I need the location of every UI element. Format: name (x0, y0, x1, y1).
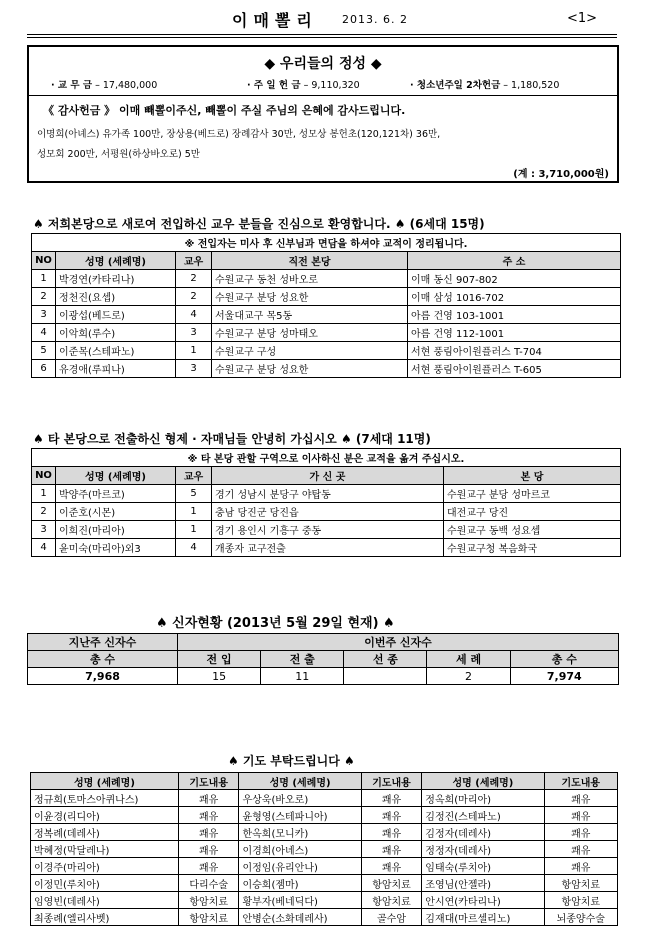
offering-item-2: · 주 일 헌 금 – 9,110,320 (247, 80, 360, 91)
table-row (32, 521, 621, 539)
prayer-table (30, 772, 618, 926)
cell: 유경애(루피나) (56, 360, 176, 378)
cell: 1 (176, 342, 212, 360)
thanks-heading: 《 감사헌금 》 이매 빼뽈이주신, 빼뽈이 주실 주님의 은혜에 감사드립니다. (43, 104, 406, 117)
prayer-name: 이정민(루치아) (31, 875, 179, 892)
farewell-table (31, 448, 621, 557)
prayer-name: 이윤경(리디아) (31, 807, 179, 824)
sub-header: 선 종 (344, 651, 427, 668)
bulletin-date: 2013. 6. 2 (342, 13, 408, 26)
cell: 3 (176, 324, 212, 342)
sub-header: 세 례 (427, 651, 510, 668)
offering-box (27, 45, 619, 183)
cell: 4 (32, 324, 56, 342)
prayer-intention: 항암치료 (544, 875, 617, 892)
cell: 이준목(스테파노) (56, 342, 176, 360)
cell: 2 (176, 288, 212, 306)
cell: 2 (32, 503, 56, 521)
prayer-name: 김정진(스테파노) (422, 807, 544, 824)
col-header: 교우 (176, 467, 212, 485)
cell: 이희진(마리아) (56, 521, 176, 539)
status-value: 7,974 (510, 668, 618, 685)
col-header: 기도내용 (544, 773, 617, 790)
table-row (32, 485, 621, 503)
cell: 5 (176, 485, 212, 503)
last-week-label: 지난주 신자수 (28, 634, 178, 651)
offering-items (29, 77, 617, 93)
table-row (31, 790, 618, 807)
offering-item-3: · 청소년주일 2차헌금 – 1,180,520 (410, 80, 560, 91)
cell: 충남 당진군 당진읍 (212, 503, 444, 521)
offering-divider (29, 95, 617, 96)
cell: 박경연(카타리나) (56, 270, 176, 288)
status-title: ♠ 신자현황 (2013년 5월 29일 현재) ♠ (156, 616, 395, 631)
prayer-name: 이경주(마리아) (31, 858, 179, 875)
cell: 대전교구 당진 (444, 503, 621, 521)
table-row (31, 892, 618, 909)
col-header: 기도내용 (361, 773, 422, 790)
sub-header: 전 출 (261, 651, 344, 668)
col-header: NO (32, 252, 56, 270)
cell: 아름 건영 103-1001 (408, 306, 621, 324)
prayer-intention: 쾌유 (544, 807, 617, 824)
cell: 1 (32, 485, 56, 503)
prayer-intention: 쾌유 (361, 858, 422, 875)
prayer-name: 최종례(엘리사벳) (31, 909, 179, 926)
cell: 수원교구 동백 성요셉 (444, 521, 621, 539)
prayer-name: 김재대(마르셀리노) (422, 909, 544, 926)
cell: 4 (32, 539, 56, 557)
cell: 개종자 교구전출 (212, 539, 444, 557)
cell: 수원교구 분당 성마태오 (212, 324, 408, 342)
cell: 경기 성남시 분당구 야탑동 (212, 485, 444, 503)
cell: 경기 용인시 기흥구 중동 (212, 521, 444, 539)
prayer-name: 정옥희(마리아) (422, 790, 544, 807)
cell: 수원교구 분당 성마르코 (444, 485, 621, 503)
page-number: <1> (567, 11, 598, 26)
col-header: 주 소 (408, 252, 621, 270)
prayer-intention: 쾌유 (544, 841, 617, 858)
prayer-name: 김정자(데레사) (422, 824, 544, 841)
prayer-intention: 쾌유 (544, 824, 617, 841)
cell: 수원교구청 복음화국 (444, 539, 621, 557)
table-row (31, 841, 618, 858)
prayer-intention: 쾌유 (178, 790, 239, 807)
last-total-label: 총 수 (28, 651, 178, 668)
col-header: 본 당 (444, 467, 621, 485)
status-value: 15 (178, 668, 261, 685)
prayer-name: 황부자(베네딕다) (239, 892, 361, 909)
cell: 수원교구 구성 (212, 342, 408, 360)
welcome-table (31, 233, 621, 378)
prayer-name: 이승희(젬마) (239, 875, 361, 892)
table-row (31, 875, 618, 892)
prayer-intention: 쾌유 (178, 841, 239, 858)
welcome-title: ♠ 저희본당으로 새로여 전입하신 교우 분들을 진심으로 환영합니다. ♠ (6세대 15명) (33, 217, 485, 231)
prayer-name: 정규희(토마스아퀴나스) (31, 790, 179, 807)
cell: 1 (176, 503, 212, 521)
offering-item-1: · 교 무 금 – 17,480,000 (51, 80, 158, 91)
cell: 5 (32, 342, 56, 360)
status-value: 2 (427, 668, 510, 685)
status-table (27, 633, 619, 685)
prayer-intention: 쾌유 (361, 841, 422, 858)
col-header: 성명 (세례명) (422, 773, 544, 790)
table-row (32, 306, 621, 324)
cell: 수원교구 동천 성바오로 (212, 270, 408, 288)
prayer-intention: 항암치료 (361, 892, 422, 909)
last-total-value: 7,968 (28, 668, 178, 685)
cell: 이악희(루수) (56, 324, 176, 342)
prayer-name: 우상욱(바오로) (239, 790, 361, 807)
status-value: 11 (261, 668, 344, 685)
prayer-name: 안병순(소화데레사) (239, 909, 361, 926)
table-row (32, 288, 621, 306)
offering-title: ◆ 우리들의 정성 ◆ (264, 56, 382, 72)
prayer-intention: 골수암 (361, 909, 422, 926)
cell: 박양주(마르코) (56, 485, 176, 503)
cell: 수원교구 분당 성요한 (212, 360, 408, 378)
prayer-intention: 쾌유 (178, 807, 239, 824)
prayer-title: ♠ 기도 부탁드립니다 ♠ (228, 754, 355, 768)
prayer-intention: 쾌유 (361, 807, 422, 824)
cell: 정천진(요셉) (56, 288, 176, 306)
col-header: 기도내용 (178, 773, 239, 790)
cell: 수원교구 분당 성요한 (212, 288, 408, 306)
cell: 2 (176, 270, 212, 288)
prayer-intention: 쾌유 (178, 824, 239, 841)
col-header: 성명 (세례명) (56, 467, 176, 485)
prayer-intention: 다리수술 (178, 875, 239, 892)
prayer-name: 정복례(데레사) (31, 824, 179, 841)
prayer-name: 한옥희(모니카) (239, 824, 361, 841)
cell: 서울대교구 목5동 (212, 306, 408, 324)
cell: 4 (176, 306, 212, 324)
prayer-name: 안시연(카타리나) (422, 892, 544, 909)
table-row (32, 503, 621, 521)
table-row (32, 270, 621, 288)
thanks-total: (계 : 3,710,000원) (513, 169, 609, 180)
table-row (32, 342, 621, 360)
prayer-intention: 쾌유 (544, 858, 617, 875)
cell: 6 (32, 360, 56, 378)
table-row (32, 324, 621, 342)
prayer-intention: 항암치료 (544, 892, 617, 909)
thanks-line: 성모회 200만, 서평원(하상바오로) 5만 (37, 149, 200, 160)
thanks-line: 이명희(아녜스) 유가족 100만, 장상용(베드로) 장례감사 30만, 성모상 봉헌초(120,121차) 36만, (37, 129, 441, 140)
bulletin-title: 이매뽈리 (232, 11, 318, 30)
farewell-title: ♠ 타 본당으로 전출하신 형제 · 자매님들 안녕히 가십시오 ♠ (7세대 11명) (33, 432, 431, 446)
cell: 1 (176, 521, 212, 539)
cell: 이매 삼성 1016-702 (408, 288, 621, 306)
table-row (31, 824, 618, 841)
cell: 이매 동신 907-802 (408, 270, 621, 288)
col-header: NO (32, 467, 56, 485)
status-value (344, 668, 427, 685)
prayer-name: 조영님(안젤라) (422, 875, 544, 892)
cell: 이준호(시몬) (56, 503, 176, 521)
farewell-header-row (32, 467, 621, 485)
this-week-label: 이번주 신자수 (178, 634, 619, 651)
prayer-intention: 쾌유 (361, 790, 422, 807)
header-rule-bottom (27, 37, 617, 38)
prayer-intention: 항암치료 (178, 892, 239, 909)
farewell-notice: ※ 타 본당 관할 구역으로 이사하신 분은 교적을 옮겨 주십시오. (32, 449, 621, 467)
prayer-name: 임태숙(루치아) (422, 858, 544, 875)
cell: 아름 건영 112-1001 (408, 324, 621, 342)
table-row (31, 858, 618, 875)
cell: 윤미숙(마리아)외3 (56, 539, 176, 557)
welcome-header-row (32, 252, 621, 270)
prayer-name: 임영빈(데레사) (31, 892, 179, 909)
prayer-name: 박혜정(막달레나) (31, 841, 179, 858)
prayer-intention: 항암치료 (361, 875, 422, 892)
col-header: 성명 (세례명) (31, 773, 179, 790)
cell: 3 (32, 306, 56, 324)
prayer-intention: 쾌유 (361, 824, 422, 841)
prayer-intention: 뇌종양수술 (544, 909, 617, 926)
status-values-row (28, 668, 619, 685)
col-header: 성명 (세례명) (56, 252, 176, 270)
table-row (32, 539, 621, 557)
sub-header: 전 입 (178, 651, 261, 668)
table-row (31, 807, 618, 824)
cell: 3 (176, 360, 212, 378)
prayer-name: 이정임(유리안나) (239, 858, 361, 875)
col-header: 가 신 곳 (212, 467, 444, 485)
prayer-intention: 쾌유 (544, 790, 617, 807)
table-row (32, 360, 621, 378)
sub-header: 총 수 (510, 651, 618, 668)
cell: 2 (32, 288, 56, 306)
col-header: 성명 (세례명) (239, 773, 361, 790)
header-rule-top (27, 34, 617, 35)
cell: 4 (176, 539, 212, 557)
bulletin-header (27, 4, 617, 36)
prayer-name: 정정자(데레사) (422, 841, 544, 858)
cell: 서현 풍림아이원플러스 T-704 (408, 342, 621, 360)
prayer-header-row (31, 773, 618, 790)
cell: 3 (32, 521, 56, 539)
col-header: 교우 (176, 252, 212, 270)
prayer-name: 이경희(아녜스) (239, 841, 361, 858)
prayer-name: 윤형영(스테파니아) (239, 807, 361, 824)
col-header: 직전 본당 (212, 252, 408, 270)
prayer-intention: 쾌유 (178, 858, 239, 875)
cell: 이광섭(베드로) (56, 306, 176, 324)
prayer-intention: 항암치료 (178, 909, 239, 926)
cell: 1 (32, 270, 56, 288)
table-row (31, 909, 618, 926)
thanks-body (37, 125, 611, 165)
cell: 서현 풍림아이원플러스 T-605 (408, 360, 621, 378)
welcome-notice: ※ 전입자는 미사 후 신부님과 면담을 하셔야 교적이 정리됩니다. (32, 234, 621, 252)
